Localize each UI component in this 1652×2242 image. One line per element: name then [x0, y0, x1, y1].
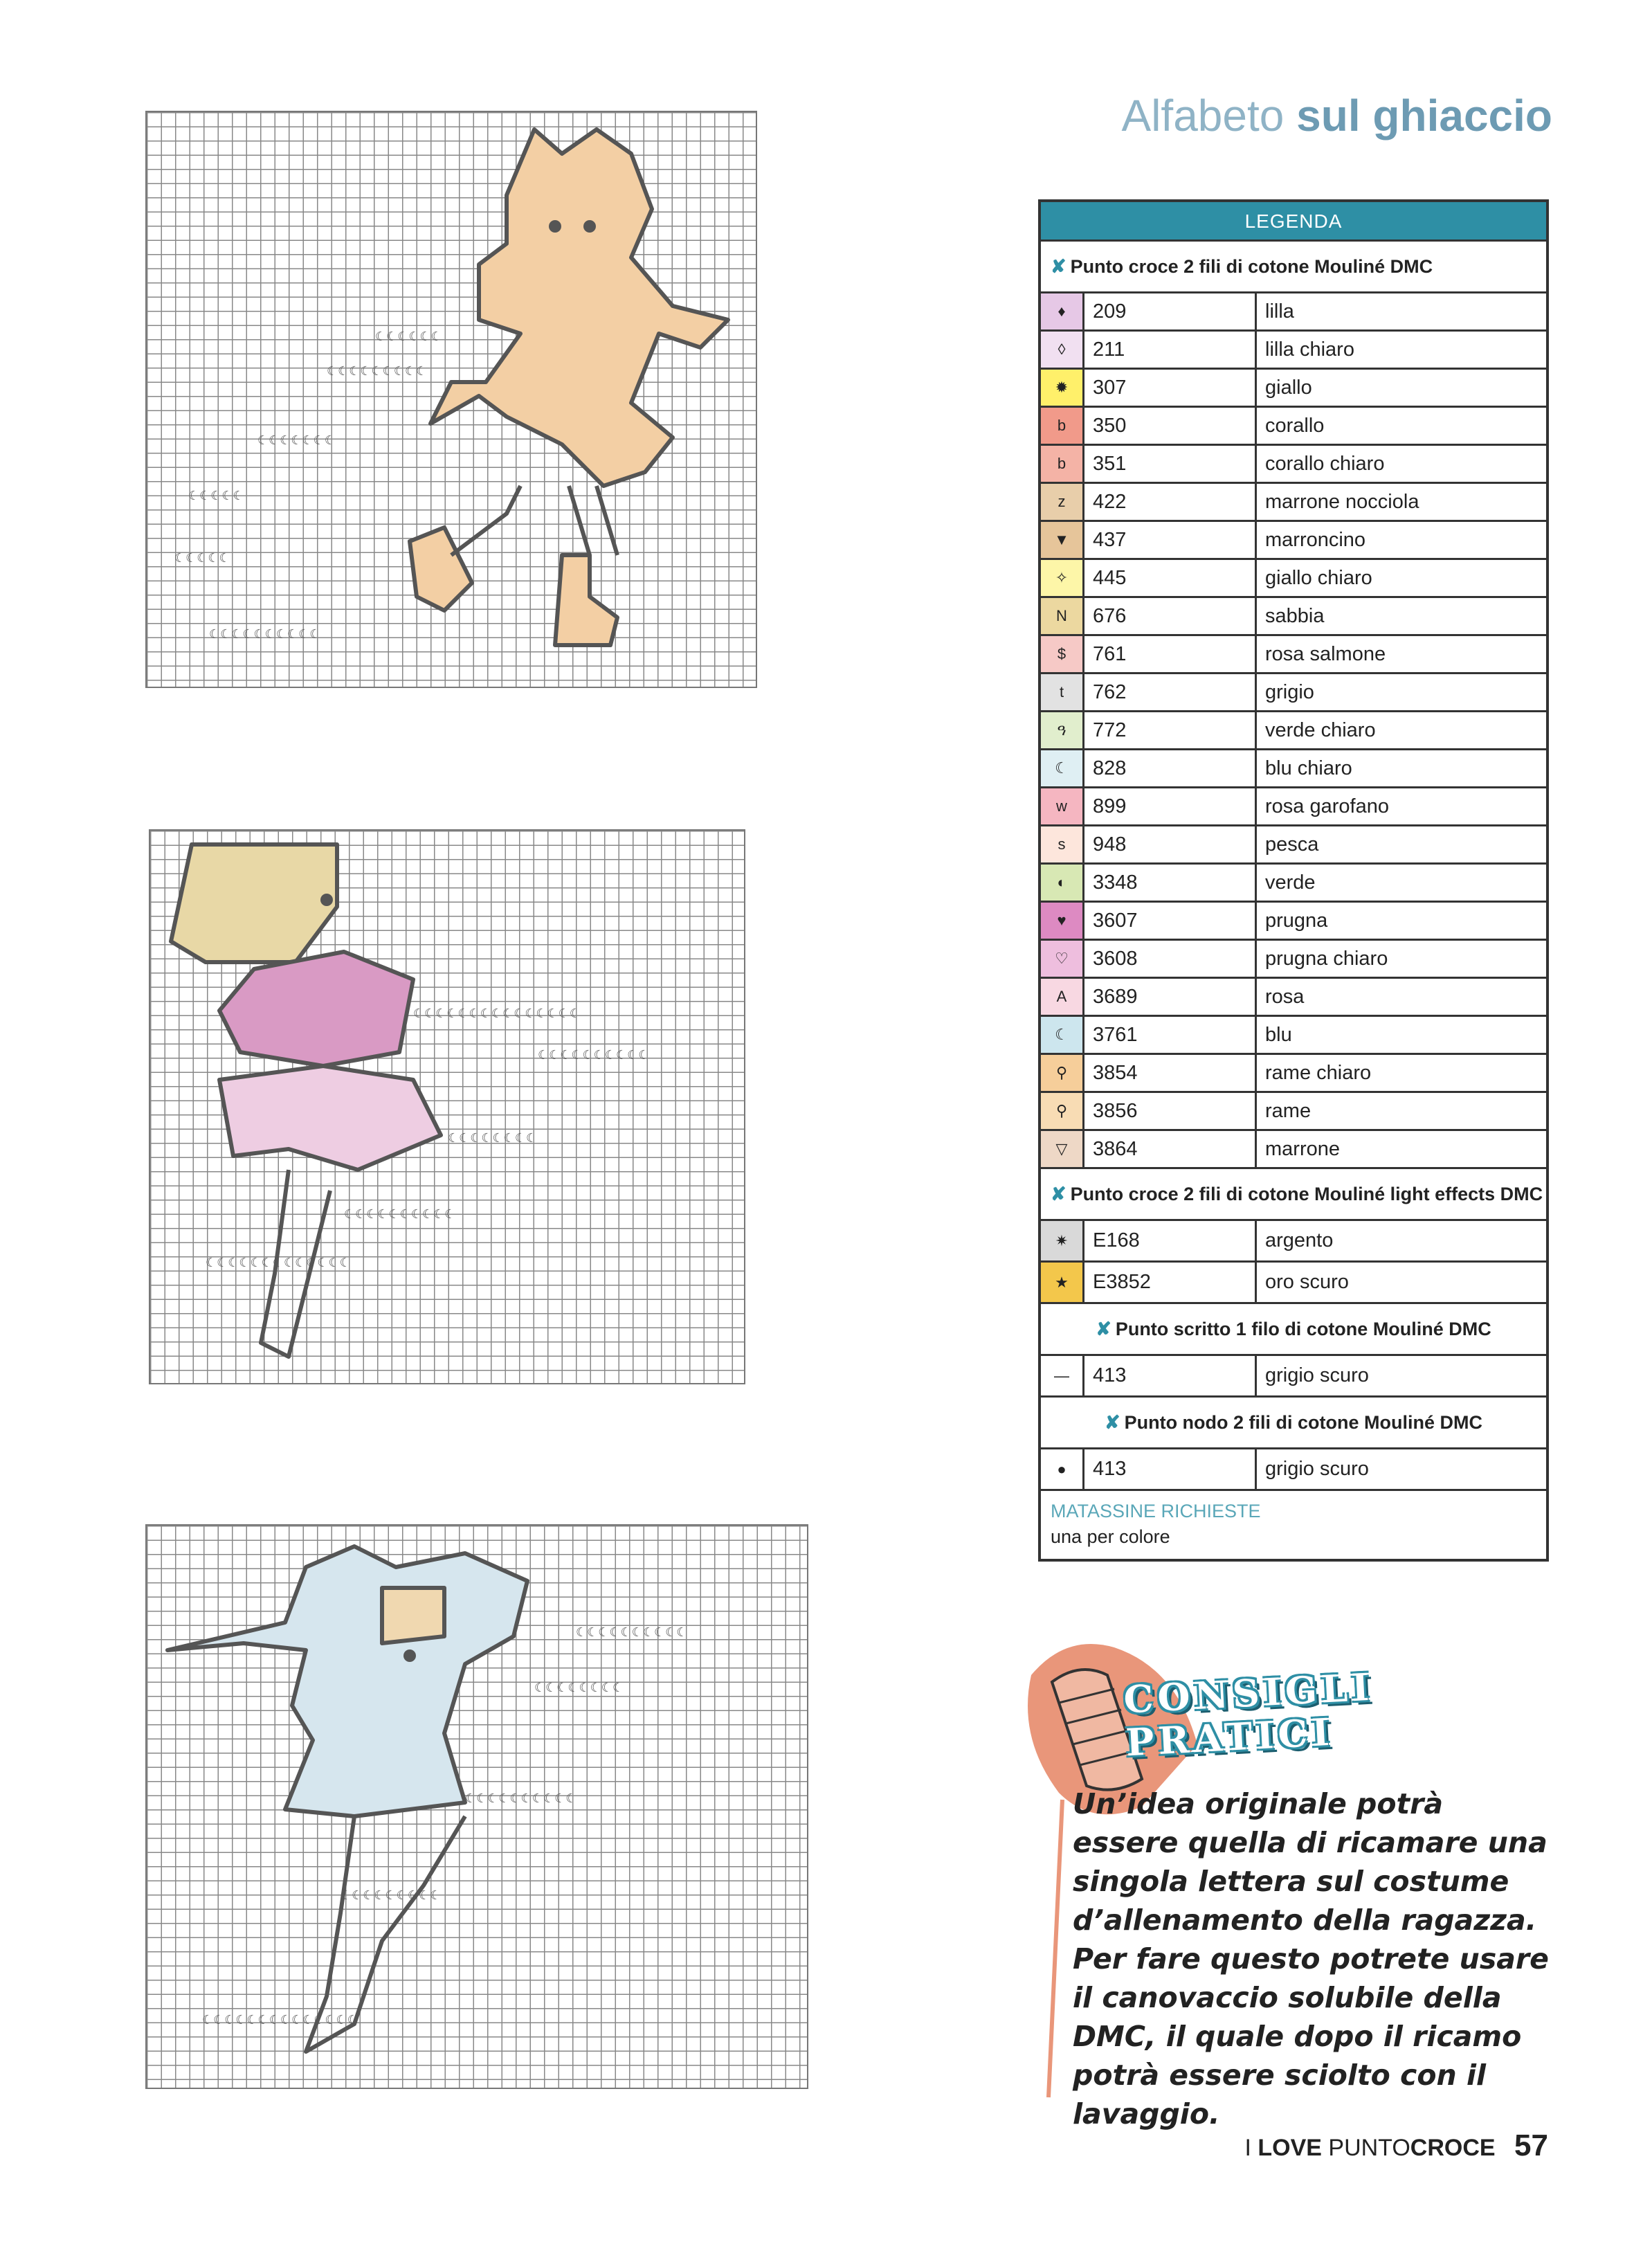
color-swatch: t	[1041, 674, 1084, 710]
color-swatch: b	[1041, 446, 1084, 482]
dmc-code: 3607	[1084, 903, 1257, 939]
dmc-code: 899	[1084, 788, 1257, 824]
legend-row	[1041, 1129, 1546, 1167]
color-swatch: b	[1041, 408, 1084, 444]
tip-text: Un’idea originale potrà essere quella di ricamare una singola lettera sul costume d’allenamento della ragazza. Per fare questo potrete usare il canovaccio solubile della DMC, il quale dopo il ricamo potrà essere sciolto con il lavaggio.	[1073, 1787, 1549, 2131]
dmc-code: 3864	[1084, 1131, 1257, 1167]
legend-row	[1041, 939, 1546, 977]
color-swatch: s	[1041, 826, 1084, 862]
color-name: grigio	[1265, 680, 1314, 703]
legend-section-1: ✘ Punto croce 2 fili di cotone Mouliné DMC	[1041, 239, 1546, 291]
legend-row	[1041, 672, 1546, 710]
dmc-code: 761	[1084, 636, 1257, 672]
color-swatch: ⚲	[1041, 1093, 1084, 1129]
color-swatch: ✷	[1041, 1221, 1084, 1260]
legend-row	[1041, 329, 1546, 368]
dmc-code: 350	[1084, 408, 1257, 444]
dmc-code: 307	[1084, 370, 1257, 406]
cross-stitch-chart-2	[149, 829, 745, 1384]
color-swatch: ●	[1041, 1449, 1084, 1489]
color-swatch: ☾	[1041, 1017, 1084, 1053]
color-name: blu chiaro	[1265, 757, 1352, 779]
dmc-code: 772	[1084, 712, 1257, 748]
moon-symbols-1	[174, 329, 442, 642]
legend-row	[1041, 406, 1546, 444]
color-swatch: N	[1041, 598, 1084, 634]
color-swatch: ዓ	[1041, 712, 1084, 748]
color-swatch: $	[1041, 636, 1084, 672]
color-name: blu	[1265, 1023, 1292, 1046]
color-name: rosa salmone	[1265, 642, 1386, 665]
color-name: rame	[1265, 1099, 1311, 1122]
svg-text:☾☾☾☾☾☾☾☾☾☾: ☾☾☾☾☾☾☾☾☾☾	[576, 1625, 688, 1640]
color-swatch: ♡	[1041, 941, 1084, 977]
color-name: grigio scuro	[1265, 1364, 1369, 1386]
color-name: grigio scuro	[1265, 1458, 1369, 1480]
skater-figure-2	[150, 831, 744, 1383]
dmc-code: 413	[1084, 1356, 1257, 1395]
color-name: oro scuro	[1265, 1271, 1349, 1293]
svg-text:☾☾☾☾☾☾☾☾☾: ☾☾☾☾☾☾☾☾☾	[341, 1888, 442, 1903]
legend-section-2: ✘ Punto croce 2 fili di cotone Mouliné light effects DMC	[1041, 1167, 1546, 1219]
color-name: sabbia	[1265, 604, 1325, 627]
svg-text:☾☾☾☾☾☾☾☾☾☾: ☾☾☾☾☾☾☾☾☾☾	[538, 1048, 650, 1063]
color-swatch: ▼	[1041, 522, 1084, 558]
svg-text:☾☾☾☾☾☾☾☾☾☾: ☾☾☾☾☾☾☾☾☾☾	[465, 1791, 577, 1806]
svg-text:☾☾☾☾☾☾☾☾☾☾: ☾☾☾☾☾☾☾☾☾☾	[209, 627, 321, 642]
color-name: prugna chiaro	[1265, 947, 1388, 970]
svg-text:☾☾☾☾☾☾☾☾☾: ☾☾☾☾☾☾☾☾☾	[327, 364, 428, 379]
legend-footer-label: MATASSINE RICHIESTE	[1051, 1501, 1261, 1521]
dmc-code: 3761	[1084, 1017, 1257, 1053]
svg-text:☾☾☾☾☾☾☾☾☾☾☾☾☾: ☾☾☾☾☾☾☾☾☾☾☾☾☾	[206, 1256, 351, 1270]
color-name: rame chiaro	[1265, 1061, 1372, 1084]
brand-love: LOVE	[1258, 2135, 1322, 2161]
dmc-code: E168	[1084, 1221, 1257, 1260]
color-name: rosa	[1265, 985, 1305, 1008]
cross-stitch-chart-1	[145, 111, 757, 688]
legend-section-3: ✘ Punto scritto 1 filo di cotone Mouliné DMC	[1041, 1302, 1546, 1354]
color-name: giallo chiaro	[1265, 566, 1372, 589]
dmc-code: 3854	[1084, 1055, 1257, 1091]
legend-row	[1041, 901, 1546, 939]
color-swatch: ☾	[1041, 750, 1084, 786]
legend-row	[1041, 748, 1546, 786]
color-swatch: A	[1041, 979, 1084, 1015]
legend-row	[1041, 1015, 1546, 1053]
dmc-code: 422	[1084, 484, 1257, 520]
color-swatch: —	[1041, 1356, 1084, 1395]
skater-figure-1	[147, 112, 756, 687]
color-name: lilla chiaro	[1265, 338, 1354, 361]
dmc-code: 209	[1084, 293, 1257, 329]
dmc-code: E3852	[1084, 1263, 1257, 1302]
color-name: rosa garofano	[1265, 795, 1389, 817]
legend-rows-1	[1041, 291, 1546, 1167]
legend-table	[1038, 199, 1549, 1562]
dmc-code: 3856	[1084, 1093, 1257, 1129]
page-footer: I LOVE PUNTOCROCE 57	[1244, 2128, 1548, 2162]
page-number: 57	[1514, 2128, 1548, 2162]
dmc-code: 437	[1084, 522, 1257, 558]
brand-end: CROCE	[1410, 2135, 1496, 2161]
dmc-code: 3608	[1084, 941, 1257, 977]
color-name: marrone	[1265, 1137, 1340, 1160]
color-name: corallo chiaro	[1265, 452, 1385, 475]
dmc-code: 351	[1084, 446, 1257, 482]
legend-row	[1041, 634, 1546, 672]
dmc-code: 3348	[1084, 865, 1257, 901]
dmc-code: 445	[1084, 560, 1257, 596]
color-name: lilla	[1265, 300, 1294, 323]
legend-rows-4	[1041, 1447, 1546, 1489]
color-name: marrone nocciola	[1265, 490, 1419, 513]
color-name: prugna	[1265, 909, 1328, 932]
legend-row	[1041, 862, 1546, 901]
skater-figure-3	[147, 1526, 807, 2088]
color-swatch: ◐	[1041, 865, 1084, 901]
title-light: Alfabeto	[1121, 91, 1285, 141]
svg-text:☾☾☾☾☾☾☾☾☾☾☾☾☾☾: ☾☾☾☾☾☾☾☾☾☾☾☾☾☾	[202, 2013, 358, 2027]
legend-row	[1041, 444, 1546, 482]
legend-title: LEGENDA	[1041, 202, 1546, 239]
color-name: marroncino	[1265, 528, 1366, 551]
legend-row	[1041, 1260, 1546, 1302]
legend-row	[1041, 596, 1546, 634]
dmc-code: 413	[1084, 1449, 1257, 1489]
legend-row	[1041, 977, 1546, 1015]
color-name: argento	[1265, 1229, 1334, 1251]
color-swatch: z	[1041, 484, 1084, 520]
dmc-code: 762	[1084, 674, 1257, 710]
color-name: corallo	[1265, 414, 1325, 437]
legend-section-4: ✘ Punto nodo 2 fili di cotone Mouliné DMC	[1041, 1395, 1546, 1447]
color-name: verde chiaro	[1265, 718, 1376, 741]
color-swatch: w	[1041, 788, 1084, 824]
dmc-code: 676	[1084, 598, 1257, 634]
color-swatch: ⚲	[1041, 1055, 1084, 1091]
cross-stitch-chart-3	[145, 1524, 808, 2089]
color-swatch: ★	[1041, 1263, 1084, 1302]
legend-row	[1041, 1219, 1546, 1260]
svg-text:☾☾☾☾☾☾☾☾☾☾☾☾☾☾☾: ☾☾☾☾☾☾☾☾☾☾☾☾☾☾☾	[413, 1006, 581, 1021]
svg-text:☾☾☾☾☾☾☾☾☾☾: ☾☾☾☾☾☾☾☾☾☾	[344, 1207, 456, 1222]
svg-text:☾☾☾☾☾☾☾☾: ☾☾☾☾☾☾☾☾	[448, 1131, 538, 1146]
legend-rows-3	[1041, 1354, 1546, 1395]
dmc-code: 828	[1084, 750, 1257, 786]
tip-title: CONSIGLI PRATICI	[1122, 1664, 1374, 1765]
dmc-code: 948	[1084, 826, 1257, 862]
svg-text:☾☾☾☾☾: ☾☾☾☾☾	[188, 489, 244, 503]
legend-row	[1041, 710, 1546, 748]
legend-footer-value: una per colore	[1051, 1526, 1170, 1547]
legend-row	[1041, 558, 1546, 596]
svg-text:☾☾☾☾☾: ☾☾☾☾☾	[174, 551, 230, 566]
color-name: verde	[1265, 871, 1316, 894]
legend-row	[1041, 368, 1546, 406]
svg-text:☾☾☾☾☾☾: ☾☾☾☾☾☾	[375, 329, 442, 344]
legend-row	[1041, 1354, 1546, 1395]
page-title	[1122, 90, 1553, 141]
color-swatch: ▽	[1041, 1131, 1084, 1167]
legend-row	[1041, 1091, 1546, 1129]
dmc-code: 211	[1084, 332, 1257, 368]
legend-row	[1041, 824, 1546, 862]
dmc-code: 3689	[1084, 979, 1257, 1015]
title-bold: sul ghiaccio	[1296, 91, 1552, 141]
legend-rows-2	[1041, 1219, 1546, 1302]
svg-text:☾☾☾☾☾☾☾: ☾☾☾☾☾☾☾	[257, 433, 336, 448]
legend-row	[1041, 1053, 1546, 1091]
color-swatch: ♦	[1041, 293, 1084, 329]
svg-text:☾☾☾☾☾☾☾☾: ☾☾☾☾☾☾☾☾	[534, 1681, 624, 1695]
color-swatch: ✧	[1041, 560, 1084, 596]
color-name: giallo	[1265, 376, 1312, 399]
color-swatch: ✹	[1041, 370, 1084, 406]
color-swatch: ♥	[1041, 903, 1084, 939]
color-swatch: ◊	[1041, 332, 1084, 368]
legend-row	[1041, 1447, 1546, 1489]
legend-footer	[1041, 1489, 1546, 1559]
legend-row	[1041, 291, 1546, 329]
color-name: pesca	[1265, 833, 1319, 856]
legend-row	[1041, 482, 1546, 520]
legend-row	[1041, 520, 1546, 558]
legend-row	[1041, 786, 1546, 824]
